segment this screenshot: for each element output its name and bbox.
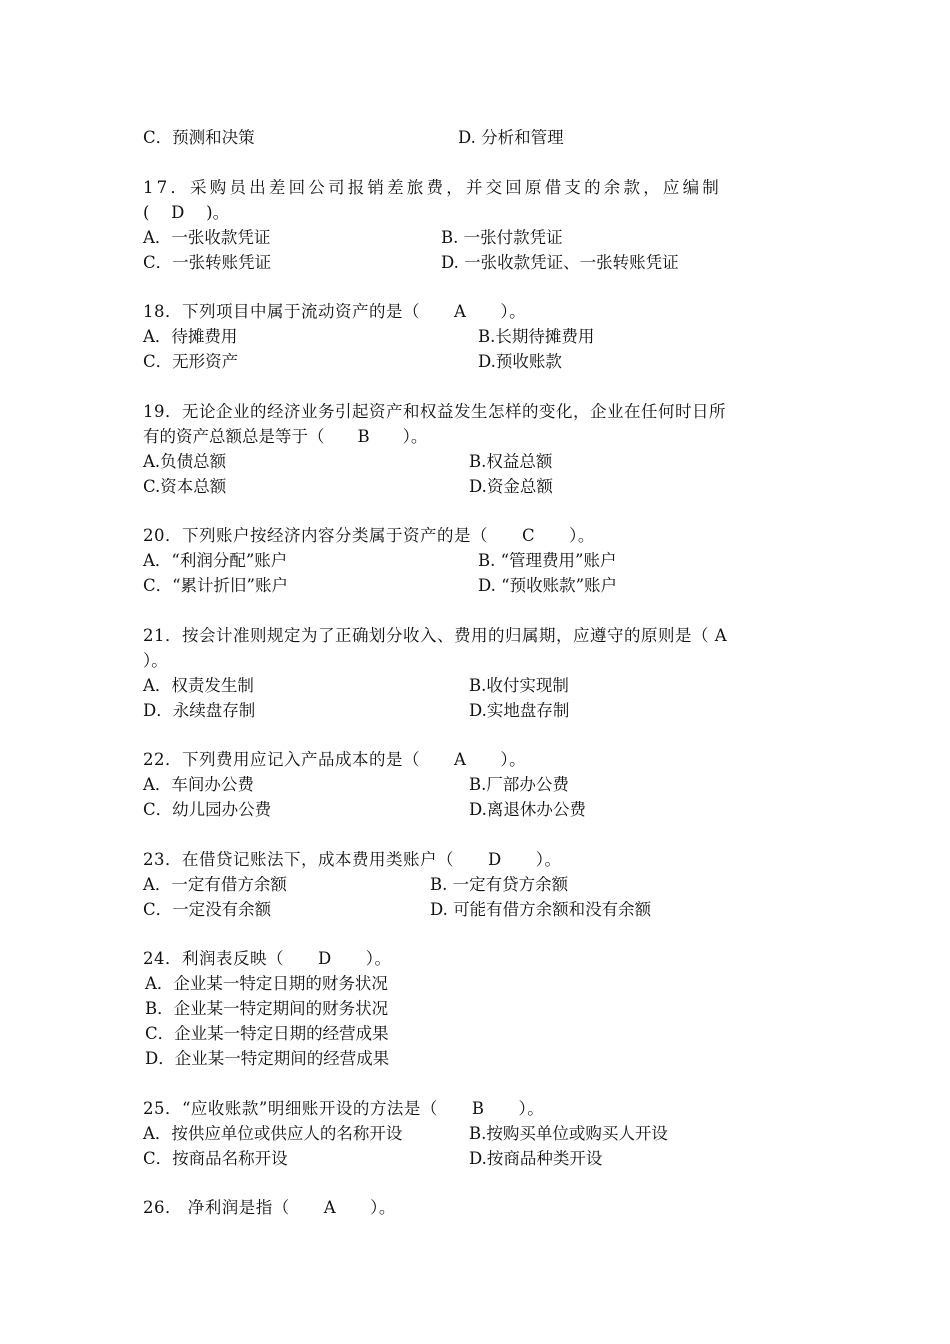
question-19: 19．无论企业的经济业务引起资产和权益发生怎样的变化，企业在任何时日所: [143, 402, 726, 421]
option-a: A．权责发生制: [143, 676, 254, 695]
option-b: B. 一张付款凭证: [441, 228, 563, 247]
question-17: 17．采购员出差回公司报销差旅费，并交回原借支的余款，应编制: [143, 178, 722, 197]
option-a: A．按供应单位或供应人的名称开设: [143, 1124, 403, 1143]
option-c-top: C．预测和决策: [143, 128, 255, 147]
option-c: C.资本总额: [143, 477, 227, 496]
option-b: B.收付实现制: [469, 676, 569, 695]
option-d: D.预收账款: [478, 352, 562, 371]
question-21-cont: ）。: [143, 651, 168, 670]
option-c: C．“累计折旧”账户: [143, 576, 288, 595]
option-d: D. 可能有借方余额和没有余额: [430, 900, 652, 919]
option-a: A．“利润分配”账户: [143, 551, 288, 570]
option-d: D.按商品种类开设: [469, 1149, 603, 1168]
option-b: B.长期待摊费用: [478, 327, 595, 346]
option-c: C．按商品名称开设: [143, 1149, 288, 1168]
option-d: D.实地盘存制: [469, 701, 570, 720]
option-d: D. 一张收款凭证、一张转账凭证: [441, 253, 679, 272]
option-c: D．永续盘存制: [143, 701, 256, 720]
question-21: 21．按会计准则规定为了正确划分收入、费用的归属期，应遵守的原则是（ A: [143, 626, 728, 645]
option-a: A．一定有借方余额: [143, 875, 287, 894]
option-d-top: D. 分析和管理: [458, 128, 564, 147]
question-25: 25．“应收账款”明细账开设的方法是（ B ）。: [143, 1099, 545, 1118]
option-d: D.资金总额: [469, 477, 553, 496]
option-c: C．一定没有余额: [143, 900, 272, 919]
question-17-cont: ( D )。: [143, 203, 230, 222]
option-a: A.负债总额: [143, 452, 227, 471]
question-26: 26． 净利润是指（ A ）。: [143, 1198, 396, 1217]
option-c: C．幼儿园办公费: [143, 800, 272, 819]
option-c: C．一张转账凭证: [143, 253, 272, 272]
option-a: A．车间办公费: [143, 775, 254, 794]
question-23: 23．在借贷记账法下，成本费用类账户（ D ）。: [143, 850, 562, 869]
option-b: B.权益总额: [469, 452, 553, 471]
option-d: D. “预收账款”账户: [478, 576, 618, 595]
question-22: 22．下列费用应记入产品成本的是（ A ）。: [143, 750, 527, 769]
option-d: D．企业某一特定期间的经营成果: [145, 1049, 390, 1068]
option-b: B．企业某一特定期间的财务状况: [145, 999, 389, 1018]
option-c: C．无形资产: [143, 352, 239, 371]
option-c: C．企业某一特定日期的经营成果: [145, 1024, 389, 1043]
option-a: A．一张收款凭证: [143, 228, 271, 247]
question-20: 20．下列账户按经济内容分类属于资产的是（ C ）。: [143, 526, 595, 545]
question-18: 18．下列项目中属于流动资产的是（ A ）。: [143, 302, 527, 321]
question-24: 24．利润表反映（ D ）。: [143, 949, 392, 968]
option-b: B.厂部办公费: [469, 775, 569, 794]
option-a: A．待摊费用: [143, 327, 238, 346]
option-b: B.按购买单位或购买人开设: [469, 1124, 668, 1143]
question-19-cont: 有的资产总额总是等于（ B ）。: [143, 427, 428, 446]
option-d: D.离退休办公费: [469, 800, 586, 819]
option-a: A．企业某一特定日期的财务状况: [145, 974, 388, 993]
option-b: B. “管理费用”账户: [478, 551, 617, 570]
option-b: B. 一定有贷方余额: [430, 875, 569, 894]
